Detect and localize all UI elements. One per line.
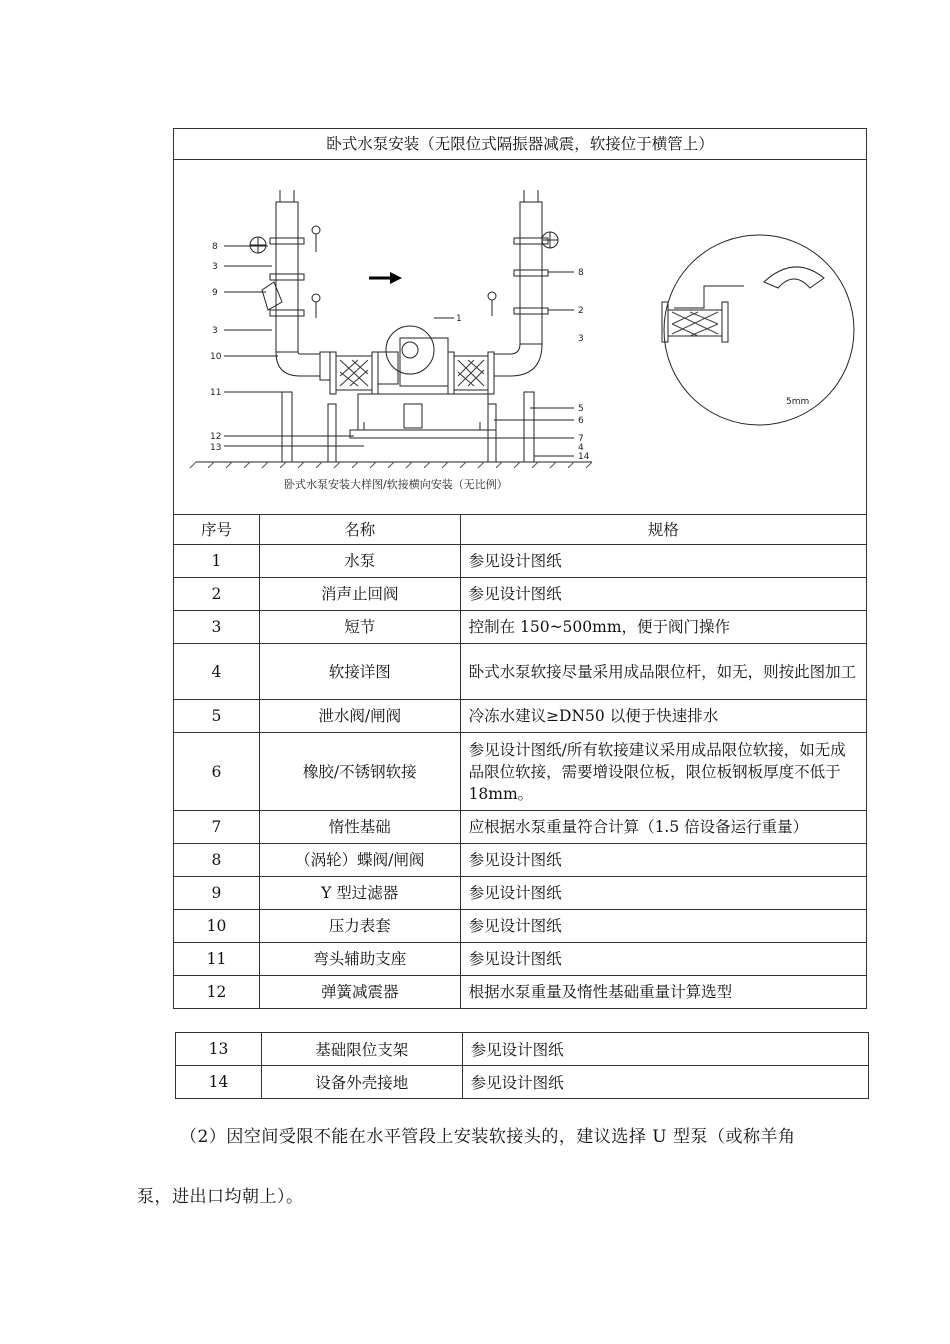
row-spec: 参见设计图纸/所有软接建议采用成品限位软接，如无成品限位软接，需要增设限位板，限位板钢板厚度不低于 18mm。 [460,733,866,811]
table-row [174,700,867,733]
figure-caption: 卧式水泵安装大样图/软接横向安装（无比例） [284,478,508,491]
label-left-3a: 3 [212,262,218,272]
label-left-9: 9 [212,288,218,298]
header-spec: 规格 [460,515,866,545]
row-no: 7 [174,811,260,844]
row-name: 橡胶/不锈钢软接 [259,733,460,811]
row-no: 13 [176,1033,262,1066]
row-spec: 卧式水泵软接尽量采用成品限位杆，如无，则按此图加工 [460,644,866,700]
row-spec: 参见设计图纸 [460,943,866,976]
row-name: 短节 [259,611,460,644]
row-spec: 控制在 150~500mm，便于阀门操作 [460,611,866,644]
table-row [174,578,867,611]
row-name: 弹簧减震器 [259,976,460,1009]
table-row [174,910,867,943]
label-5: 5 [578,404,584,414]
table-row [174,545,867,578]
component-table-continued [175,1032,869,1099]
row-name: 弯头辅助支座 [259,943,460,976]
paragraph-line-2: 泵，进出口均朝上）。 [137,1187,304,1207]
row-no: 4 [174,644,260,700]
row-no: 1 [174,545,260,578]
row-name: 水泵 [259,545,460,578]
row-no: 8 [174,844,260,877]
row-name: 软接详图 [259,644,460,700]
table-row [174,733,867,811]
table-row [176,1066,869,1099]
table-title: 卧式水泵安装（无限位式隔振器减震，软接位于横管上） [174,129,867,160]
row-no: 10 [174,910,260,943]
header-no: 序号 [174,515,260,545]
label-right-2: 2 [578,306,584,316]
row-no: 5 [174,700,260,733]
table-row [174,877,867,910]
label-6: 6 [578,416,584,426]
row-spec: 参见设计图纸 [460,844,866,877]
component-table [173,128,867,1009]
label-right-8: 8 [578,268,584,278]
row-name: 泄水阀/闸阀 [259,700,460,733]
row-spec: 参见设计图纸 [462,1066,868,1099]
row-spec: 参见设计图纸 [460,877,866,910]
row-name: 基础限位支架 [261,1033,462,1066]
row-name: （涡轮）蝶阀/闸阀 [259,844,460,877]
label-7: 7 [578,434,584,444]
row-no: 6 [174,733,260,811]
label-4: 4 [578,443,584,453]
row-no: 14 [176,1066,262,1099]
label-left-8: 8 [212,242,218,252]
row-no: 2 [174,578,260,611]
table-row [174,976,867,1009]
row-name: 压力表套 [259,910,460,943]
table-row [176,1033,869,1066]
row-no: 9 [174,877,260,910]
row-name: 惰性基础 [259,811,460,844]
table-row [174,644,867,700]
header-name: 名称 [259,515,460,545]
row-spec: 应根据水泵重量符合计算（1.5 倍设备运行重量） [460,811,866,844]
row-spec: 冷冻水建议≥DN50 以便于快速排水 [460,700,866,733]
table-row [174,844,867,877]
paragraph-line-1: （2）因空间受限不能在水平管段上安装软接头的，建议选择 U 型泵（或称羊角 [180,1127,796,1147]
row-name: Y 型过滤器 [259,877,460,910]
label-left-13: 13 [210,443,222,453]
row-spec: 根据水泵重量及惰性基础重量计算选型 [460,976,866,1009]
row-spec: 参见设计图纸 [460,578,866,611]
row-spec: 参见设计图纸 [460,545,866,578]
label-5mm: 5mm [786,397,810,407]
row-name: 消声止回阀 [259,578,460,611]
label-left-12: 12 [210,432,222,442]
label-1: 1 [456,314,462,324]
table-row [174,611,867,644]
row-no: 11 [174,943,260,976]
label-left-10: 10 [210,352,222,362]
installation-figure [174,160,867,515]
row-spec: 参见设计图纸 [460,910,866,943]
label-14: 14 [578,452,590,462]
label-left-11: 11 [210,388,222,398]
row-name: 设备外壳接地 [261,1066,462,1099]
label-right-3: 3 [578,334,584,344]
label-left-3b: 3 [212,326,218,336]
row-no: 3 [174,611,260,644]
table-row [174,811,867,844]
row-spec: 参见设计图纸 [462,1033,868,1066]
pump-diagram [174,160,866,508]
row-no: 12 [174,976,260,1009]
table-row [174,943,867,976]
